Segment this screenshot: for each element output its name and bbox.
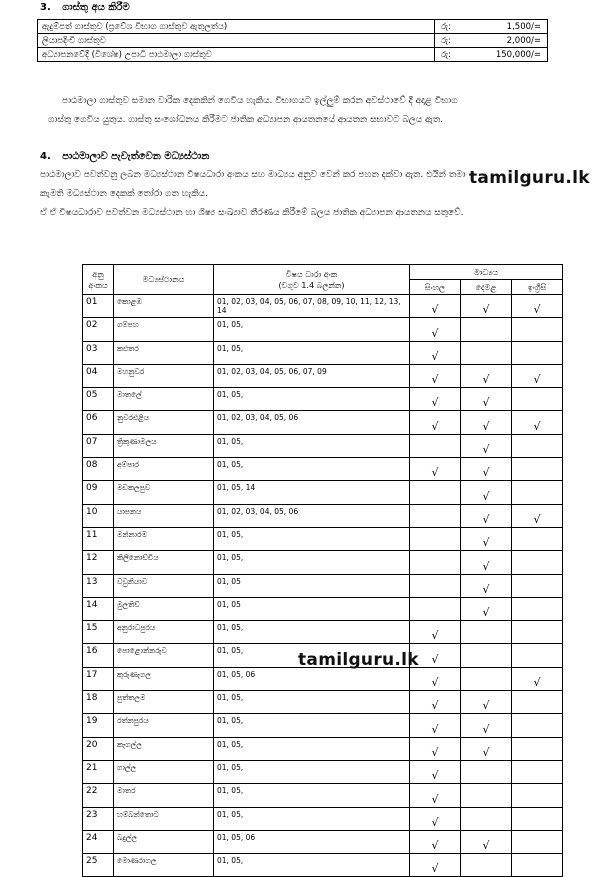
- row-no: 05: [83, 388, 114, 411]
- tamil-check: [461, 807, 512, 830]
- row-streams: 01, 05: [214, 574, 410, 597]
- table-row: [83, 341, 563, 364]
- sinhala-check: √: [410, 388, 461, 411]
- tamil-check: √: [461, 551, 512, 574]
- table-row: [83, 830, 563, 853]
- row-streams: 01, 05,: [214, 434, 410, 457]
- row-streams: 01, 05,: [214, 527, 410, 550]
- sinhala-check: [410, 597, 461, 620]
- row-district: පොළොන්නරුව: [114, 644, 214, 667]
- paragraph-line: ගාස්තු ගෙවිය යුතුය. ගාස්තු සංශෝධනය කිරීමට ජාතික අධ්‍යාපන ආයතනයේ ආයතන සභාවට බලය ඇත.: [48, 115, 444, 125]
- row-no: 17: [83, 667, 114, 690]
- table-row: [83, 388, 563, 411]
- english-check: √: [512, 504, 563, 527]
- row-streams: 01, 05,: [214, 458, 410, 481]
- english-check: [512, 760, 563, 783]
- row-district: පුත්තලම: [114, 691, 214, 714]
- english-check: [512, 784, 563, 807]
- tamil-check: √: [461, 411, 512, 434]
- english-check: [512, 691, 563, 714]
- fee-name: ඇදුම්පත් ගාස්තුව (ප්‍රවේශ විභාග ගාස්තුව ඇතුලත්ය): [38, 20, 435, 34]
- row-streams: 01, 05,: [214, 318, 410, 341]
- sinhala-check: √: [410, 341, 461, 364]
- tamil-check: [461, 341, 512, 364]
- sinhala-check: √: [410, 830, 461, 853]
- header-district: මධ්‍යස්ථානය: [114, 265, 214, 295]
- section-4-number: 4.: [40, 151, 51, 162]
- table-row: [83, 597, 563, 620]
- sinhala-check: [410, 434, 461, 457]
- row-streams: 01, 05,: [214, 760, 410, 783]
- table-row: [83, 760, 563, 783]
- paragraph-line: ඒ ඒ විෂයධාරාව පවත්වන මධ්‍යස්ථාන හා ශිෂ්‍ය සංඛ්‍යාව තීරණය කිරීමේ බලය ජාතික අධ්‍යාපන ආයතනය සතුවේ.: [40, 208, 464, 218]
- row-streams: 01, 02, 03, 04, 05, 06: [214, 504, 410, 527]
- row-streams: 01, 05, 06: [214, 830, 410, 853]
- sinhala-check: √: [410, 318, 461, 341]
- sinhala-check: √: [410, 667, 461, 690]
- table-row: [83, 714, 563, 737]
- english-check: [512, 481, 563, 504]
- fee-table: [37, 19, 548, 62]
- row-no: 01: [83, 295, 114, 318]
- sinhala-check: √: [410, 364, 461, 387]
- tamil-check: [461, 318, 512, 341]
- row-no: 15: [83, 621, 114, 644]
- row-district: ත්‍රිකුණාමලය: [114, 434, 214, 457]
- sinhala-check: √: [410, 458, 461, 481]
- english-check: [512, 574, 563, 597]
- table-row: [83, 667, 563, 690]
- table-row: [83, 854, 563, 877]
- watermark-text: tamilguru.lk: [469, 168, 590, 188]
- header-tamil: දෙමළ: [461, 280, 512, 295]
- header-medium: මාධ්‍යය: [410, 265, 563, 280]
- row-district: අම්පාර: [114, 458, 214, 481]
- tamil-check: [461, 621, 512, 644]
- row-district: රත්නපුරය: [114, 714, 214, 737]
- row-no: 10: [83, 504, 114, 527]
- section-4-title: පාඨමාලාව පැවැත්වෙන මධ්‍යස්ථාන: [62, 151, 210, 162]
- row-district: කොළඹ: [114, 295, 214, 318]
- sinhala-check: √: [410, 760, 461, 783]
- fee-amount: 1,500/=: [475, 20, 548, 34]
- header-streams-line1: විෂය ධාරා අංක: [285, 269, 338, 279]
- section-3-number: 3.: [40, 2, 51, 13]
- row-streams: 01, 05,: [214, 644, 410, 667]
- fee-amount: 2,000/=: [475, 34, 548, 48]
- english-check: [512, 644, 563, 667]
- tamil-check: [461, 854, 512, 877]
- sinhala-check: √: [410, 621, 461, 644]
- row-streams: 01, 05,: [214, 388, 410, 411]
- tamil-check: [461, 760, 512, 783]
- table-row: [83, 807, 563, 830]
- english-check: [512, 551, 563, 574]
- english-check: [512, 318, 563, 341]
- table-row: [83, 295, 563, 318]
- fee-row: [38, 48, 548, 62]
- fee-currency: රු:: [435, 34, 476, 48]
- tamil-check: √: [461, 481, 512, 504]
- english-check: [512, 854, 563, 877]
- fee-amount: 150,000/=: [475, 48, 548, 62]
- row-streams: 01, 05,: [214, 784, 410, 807]
- row-streams: 01, 05: [214, 597, 410, 620]
- tamil-check: [461, 644, 512, 667]
- row-district: මහනුවර: [114, 364, 214, 387]
- row-streams: 01, 05,: [214, 807, 410, 830]
- fee-name: අධ්‍යාපනවේදී (විශේෂ) උපාධි පාඨමාලා ගාස්තුව: [38, 48, 435, 62]
- row-district: යාපනය: [114, 504, 214, 527]
- english-check: [512, 737, 563, 760]
- row-streams: 01, 05, 14: [214, 481, 410, 504]
- row-district: ගම්පහ: [114, 318, 214, 341]
- tamil-check: √: [461, 714, 512, 737]
- english-check: √: [512, 295, 563, 318]
- table-row: [83, 621, 563, 644]
- centers-table: [82, 264, 563, 877]
- table-row: [83, 458, 563, 481]
- sinhala-check: √: [410, 737, 461, 760]
- table-body: [83, 295, 563, 877]
- row-no: 14: [83, 597, 114, 620]
- row-district: කළුතර: [114, 341, 214, 364]
- row-district: නුවරඑළිය: [114, 411, 214, 434]
- tamil-check: √: [461, 504, 512, 527]
- sinhala-check: √: [410, 691, 461, 714]
- fee-row: [38, 34, 548, 48]
- row-district: ගාල්ල: [114, 760, 214, 783]
- row-no: 02: [83, 318, 114, 341]
- section-3-title: ගාස්තු අය කිරීම: [62, 2, 130, 13]
- row-district: වවුනියාව: [114, 574, 214, 597]
- header-english: ඉංග්‍රීසි: [512, 280, 563, 295]
- table-row: [83, 527, 563, 550]
- section-3-heading: [40, 2, 130, 13]
- tamil-check: √: [461, 364, 512, 387]
- header-sinhala: සිංහල: [410, 280, 461, 295]
- row-streams: 01, 02, 03, 04, 05, 06, 07, 08, 09, 10, 11, 12, 13, 14: [214, 295, 410, 318]
- english-check: [512, 714, 563, 737]
- table-row: [83, 574, 563, 597]
- sinhala-check: [410, 551, 461, 574]
- header-streams: [214, 265, 410, 295]
- row-no: 19: [83, 714, 114, 737]
- row-no: 03: [83, 341, 114, 364]
- table-row: [83, 364, 563, 387]
- tamil-check: √: [461, 434, 512, 457]
- row-streams: 01, 05,: [214, 551, 410, 574]
- row-district: මඩකලපුව: [114, 481, 214, 504]
- table-row: [83, 434, 563, 457]
- row-district: මුලතිව්: [114, 597, 214, 620]
- sinhala-check: [410, 504, 461, 527]
- paragraph-line: කැමති මධ්‍යස්ථාන දෙකක් තෝරා ගත හැකිය.: [40, 189, 208, 199]
- sinhala-check: √: [410, 714, 461, 737]
- english-check: √: [512, 364, 563, 387]
- fee-currency: රු:: [435, 20, 476, 34]
- row-no: 25: [83, 854, 114, 877]
- row-no: 12: [83, 551, 114, 574]
- row-streams: 01, 05,: [214, 691, 410, 714]
- row-no: 20: [83, 737, 114, 760]
- row-district: කිලිනොච්චිය: [114, 551, 214, 574]
- row-district: කෑගල්ල: [114, 737, 214, 760]
- english-check: [512, 341, 563, 364]
- row-no: 08: [83, 458, 114, 481]
- row-no: 07: [83, 434, 114, 457]
- row-district: හම්බන්තොට: [114, 807, 214, 830]
- row-streams: 01, 05,: [214, 737, 410, 760]
- tamil-check: √: [461, 691, 512, 714]
- tamil-check: √: [461, 295, 512, 318]
- tamil-check: √: [461, 830, 512, 853]
- row-district: අනුරාධපුරය: [114, 621, 214, 644]
- row-no: 18: [83, 691, 114, 714]
- row-streams: 01, 05,: [214, 714, 410, 737]
- english-check: [512, 807, 563, 830]
- table-row: [83, 551, 563, 574]
- row-streams: 01, 02, 03, 04, 05, 06: [214, 411, 410, 434]
- row-no: 23: [83, 807, 114, 830]
- row-no: 11: [83, 527, 114, 550]
- row-no: 22: [83, 784, 114, 807]
- fee-name: ලියාපදිංචි ගාස්තුව: [38, 34, 435, 48]
- row-district: මාතලේ: [114, 388, 214, 411]
- watermark-text: tamilguru.lk: [298, 650, 419, 670]
- tamil-check: √: [461, 597, 512, 620]
- section-3-paragraph: [48, 92, 578, 130]
- english-check: [512, 621, 563, 644]
- english-check: [512, 458, 563, 481]
- row-no: 09: [83, 481, 114, 504]
- tamil-check: √: [461, 574, 512, 597]
- sinhala-check: [410, 527, 461, 550]
- section-4-paragraph: [40, 166, 595, 223]
- tamil-check: [461, 667, 512, 690]
- paragraph-line: පාඨමාලාව පවත්වනු ලබන මධ්‍යස්ථාන විෂයධාරා අංකය සහ මාධ්‍යය අනුව වෙන් කර පහත දක්වා ඇත. එයින් තමා: [40, 170, 466, 180]
- table-row: [83, 737, 563, 760]
- sinhala-check: √: [410, 784, 461, 807]
- tamil-check: √: [461, 458, 512, 481]
- sinhala-check: √: [410, 807, 461, 830]
- english-check: [512, 388, 563, 411]
- row-no: 13: [83, 574, 114, 597]
- row-no: 16: [83, 644, 114, 667]
- table-row: [83, 504, 563, 527]
- row-no: 21: [83, 760, 114, 783]
- fee-currency: රු:: [435, 48, 476, 62]
- table-row: [83, 784, 563, 807]
- tamil-check: √: [461, 527, 512, 550]
- row-no: 24: [83, 830, 114, 853]
- sinhala-check: [410, 481, 461, 504]
- section-4-heading: [40, 151, 209, 162]
- row-streams: 01, 05,: [214, 621, 410, 644]
- sinhala-check: [410, 574, 461, 597]
- row-streams: 01, 05,: [214, 341, 410, 364]
- row-district: මාතර: [114, 784, 214, 807]
- row-no: 06: [83, 411, 114, 434]
- header-streams-line2: (වගුව 1.4 බලන්න): [278, 280, 345, 290]
- english-check: [512, 830, 563, 853]
- table-row: [83, 318, 563, 341]
- sinhala-check: √: [410, 854, 461, 877]
- sinhala-check: √: [410, 411, 461, 434]
- header-no: අනු අංකය: [83, 265, 114, 295]
- table-row: [83, 691, 563, 714]
- paragraph-line: පාඨමාලා ගාස්තුව සමාන වාරික දෙකකින් ගෙවිය හැකිය. විභාගයට ඉල්ලුම් කරන අවස්ථාවේ දී අදාළ විභාග: [62, 96, 458, 106]
- tamil-check: √: [461, 388, 512, 411]
- english-check: [512, 597, 563, 620]
- english-check: √: [512, 411, 563, 434]
- row-streams: 01, 05,: [214, 854, 410, 877]
- table-row: [83, 481, 563, 504]
- row-streams: 01, 05, 06: [214, 667, 410, 690]
- english-check: √: [512, 667, 563, 690]
- sinhala-check: √: [410, 295, 461, 318]
- table-header-row: [83, 265, 563, 280]
- row-district: බදුල්ල: [114, 830, 214, 853]
- row-district: මන්නාරම: [114, 527, 214, 550]
- row-district: මොණරාගල: [114, 854, 214, 877]
- row-no: 04: [83, 364, 114, 387]
- fee-row: [38, 20, 548, 34]
- table-row: [83, 411, 563, 434]
- tamil-check: √: [461, 737, 512, 760]
- sinhala-check: √: [410, 644, 461, 667]
- row-streams: 01, 02, 03, 04, 05, 06, 07, 09: [214, 364, 410, 387]
- english-check: [512, 434, 563, 457]
- row-district: කුරුණෑගල: [114, 667, 214, 690]
- english-check: [512, 527, 563, 550]
- tamil-check: [461, 784, 512, 807]
